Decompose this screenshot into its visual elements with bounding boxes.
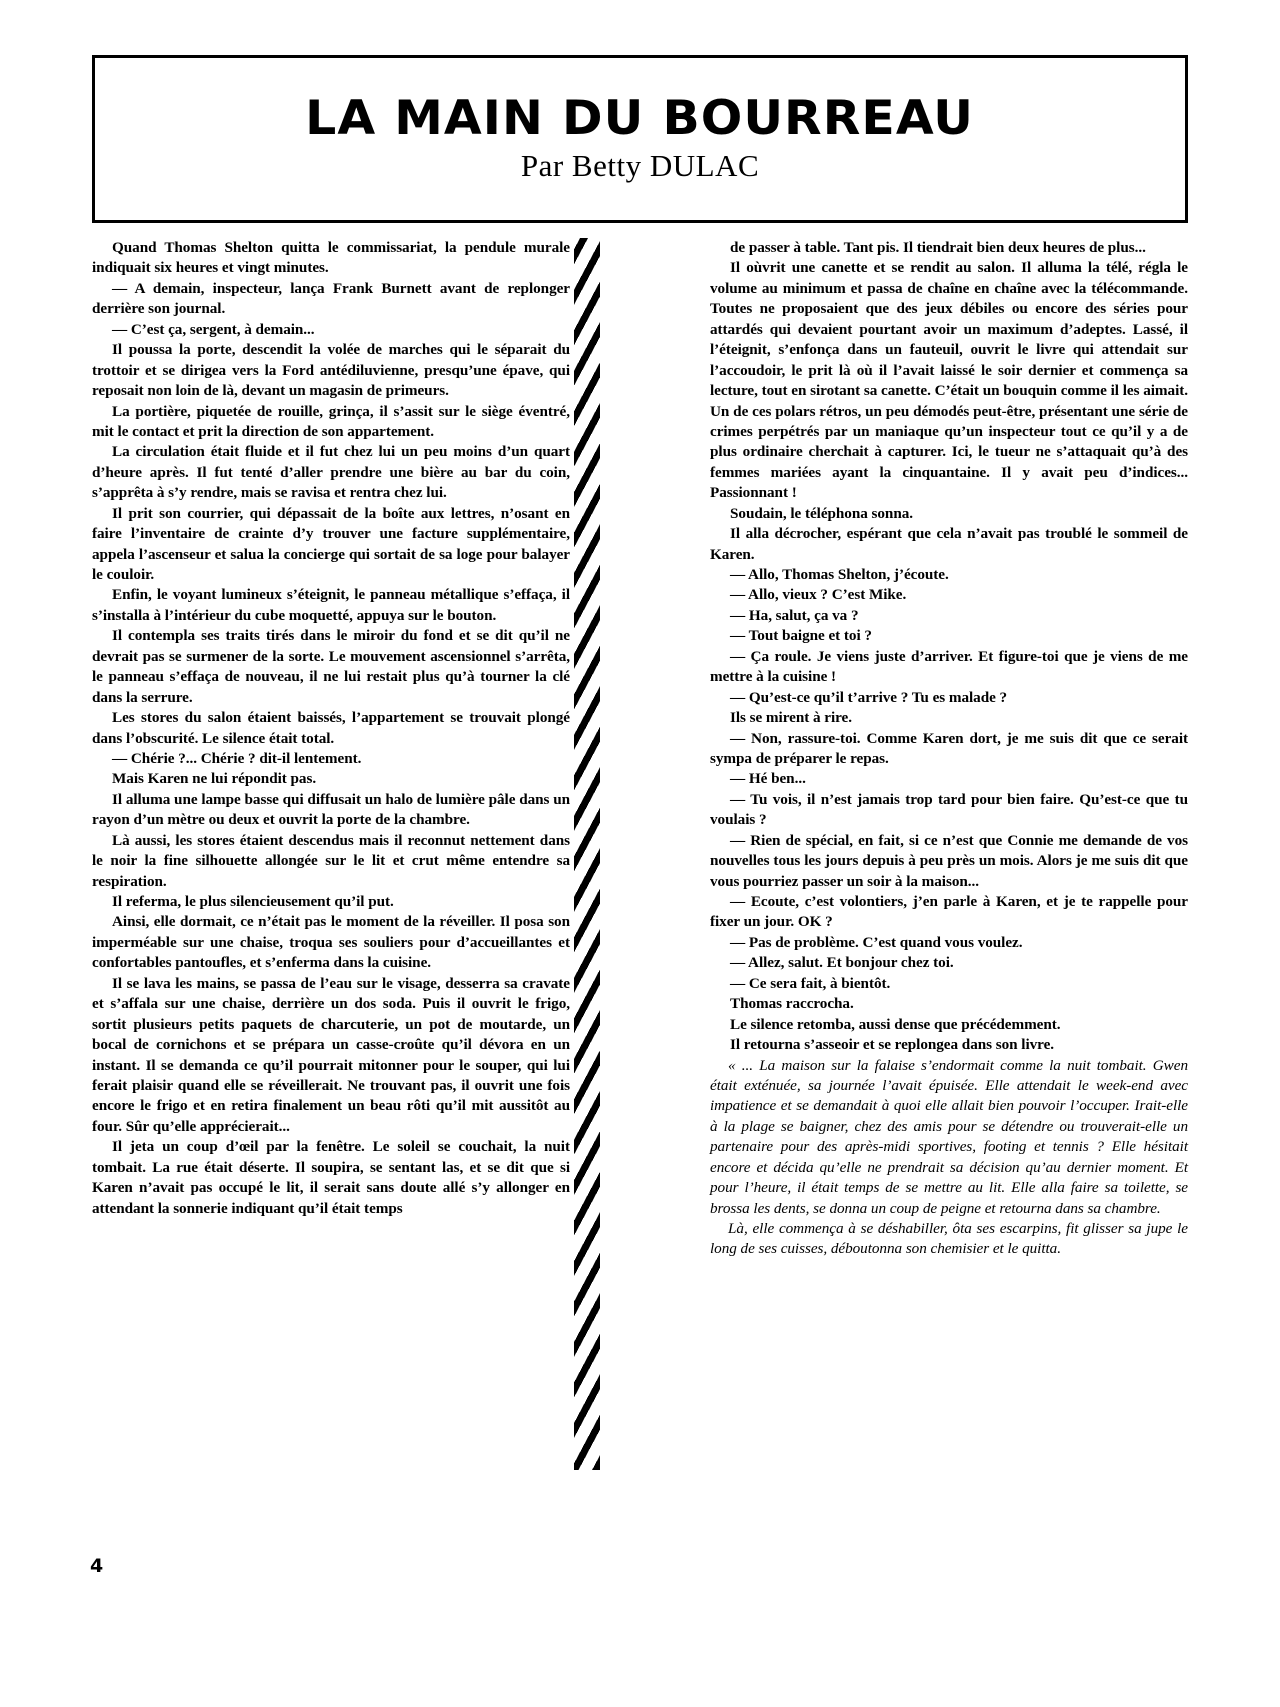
story-paragraph: Il oùvrit une canette et se rendit au salon. Il alluma la télé, régla le volume au minimum et passa de chaîne en chaîne avec la télécommande. Toutes ne proposaient que des jeux débiles ou encore des séries pour attardés qui devaient pourtant avoir un maximum d’adeptes. Lassé, il l’éteignit, s’enfonça dans un fauteuil, ouvrit le livre qui attendait sur l’accoudoir, le prit là où il l’avait laissé le soir dernier et commença sa lecture, tout en sirotant sa canette. C’était un bouquin comme il les aimait. Un de ces polars rétros, un peu démodés peut-être, présentant une série de crimes perpétrés par un maniaque qu’un inspecteur tout ce qu’il y a de plus ordinaire cherchait à capturer. Ici, le tueur ne s’attaquait qu’à des femmes mariées ayant la cinquantaine. Il y avait peu d’indices... Passionnant !: [710, 259, 1188, 502]
story-paragraph: Il retourna s’asseoir et se replongea dans son livre.: [730, 1036, 1055, 1054]
story-paragraph: — Ça roule. Je viens juste d’arriver. Et figure-toi que je viens de me mettre à la cuisine !: [710, 647, 1188, 686]
story-paragraph: — Ce sera fait, à bientôt.: [730, 974, 891, 992]
story-paragraph: Il alluma une lampe basse qui diffusait un halo de lumière pâle dans un rayon d’un mètre ou deux et ouvrit la porte de la chambre.: [92, 790, 570, 829]
story-paragraph: — Rien de spécial, en fait, si ce n’est que Connie me demande de vos nouvelles tous les jours depuis à peu près un mois. Alors je me suis dit que vous pourriez passer un soir à la maison...: [710, 831, 1188, 890]
story-paragraph: Il poussa la porte, descendit la volée de marches qui le séparait du trottoir et se dirigea vers la Ford antédiluvienne, presqu’une épave, qui reposait non loin de là, devant un magasin de primeurs.: [92, 341, 570, 400]
story-paragraph: — Non, rassure-toi. Comme Karen dort, je me suis dit que ce serait sympa de préparer le repas.: [710, 729, 1188, 767]
story-paragraph: Là, elle commença à se déshabiller, ôta ses escarpins, fit glisser sa jupe le long de ses cuisses, déboutonna son chemisier et le quitta.: [710, 1220, 1188, 1258]
story-paragraph: Il jeta un coup d’œil par la fenêtre. Le soleil se couchait, la nuit tombait. La rue était déserte. Il soupira, se sentant las, et se dit que si Karen n’avait pas occupé le lit, il serait sans doute allé s’y allonger en attendant la sonnerie indiquant qu’il était temps: [92, 1138, 570, 1217]
text-column-right: [710, 238, 1188, 1260]
story-paragraph: Là aussi, les stores étaient descendus mais il reconnut nettement dans le noir la fine silhouette allongée sur le lit et crut même entendre sa respiration.: [92, 831, 570, 890]
page-title: LA MAIN DU BOURREAU: [305, 91, 975, 147]
story-paragraph: — Ha, salut, ça va ?: [730, 606, 859, 624]
story-paragraph: Il referma, le plus silencieusement qu’il put.: [112, 893, 394, 910]
story-paragraph: — A demain, inspecteur, lança Frank Burnett avant de replonger derrière son journal.: [92, 279, 570, 318]
story-paragraph: — Hé ben...: [730, 770, 806, 788]
story-paragraph: Thomas raccrocha.: [730, 995, 854, 1013]
column-divider-hatch: [574, 238, 600, 1470]
story-paragraph: — Chérie ?... Chérie ? dit-il lentement.: [112, 749, 362, 767]
story-paragraph: — Tu vois, il n’est jamais trop tard pour bien faire. Qu’est-ce que tu voulais ?: [710, 790, 1188, 829]
story-paragraph: — Qu’est-ce qu’il t’arrive ? Tu es malade ?: [730, 688, 1008, 706]
story-paragraph: Mais Karen ne lui répondit pas.: [112, 770, 317, 788]
text-column-left: [92, 238, 570, 1219]
story-paragraph: Ainsi, elle dormait, ce n’était pas le moment de la réveiller. Il posa son imperméable sur une chaise, troqua ses souliers pour d’accueillantes et confortables pantoufles, et s’enferma dans la cuisine.: [92, 913, 570, 972]
story-paragraph: « ... La maison sur la falaise s’endormait comme la nuit tombait. Gwen était exténuée, sa journée l’avait épuisée. Elle attendait le week-end avec impatience et se demandait à quoi elle allait bien pouvoir l’occuper. Irait-elle à la plage se baigner, chez des amis pour se détendre ou trouverait-elle un partenaire pour des après-midi sportives, footing et tennis ? Elle hésitait encore et décida qu’elle ne prendrait sa décision qu’au dernier moment. Et pour l’heure, il était temps de se mettre au lit. Elle alla faire sa toilette, se brossa les dents, se donna un coup de peigne et retourna dans sa chambre.: [710, 1056, 1188, 1217]
story-paragraph: Soudain, le téléphona sonna.: [730, 504, 914, 522]
story-paragraph: La portière, piquetée de rouille, grinça, il s’assit sur le siège éventré, mit le contact et prit la direction de son appartement.: [92, 402, 570, 440]
story-paragraph: Il contempla ses traits tirés dans le miroir du fond et se dit qu’il ne devrait pas se surmener de la sorte. Le mouvement ascensionnel s’arrêta, le panneau s’effaça de nouveau, il ne lui restait plus qu’à tourner la clé dans la serrure.: [92, 627, 570, 706]
story-paragraph: Il alla décrocher, espérant que cela n’avait pas troublé le sommeil de Karen.: [710, 525, 1188, 563]
story-paragraph: — C’est ça, sergent, à demain...: [112, 320, 315, 338]
story-paragraph: — Ecoute, c’est volontiers, j’en parle à Karen, et je te rappelle pour fixer un jour. OK ?: [710, 893, 1188, 931]
story-paragraph: Enfin, le voyant lumineux s’éteignit, le panneau métallique s’effaça, il s’installa à l’intérieur du cube moquetté, appuya sur le bouton.: [92, 586, 570, 624]
story-paragraph: — Tout baigne et toi ?: [730, 627, 872, 645]
story-paragraph: Il se lava les mains, se passa de l’eau sur le visage, desserra sa cravate et s’affala sur une chaise, derrière un dos soda. Puis il ouvrit le frigo, sortit plusieurs petits paquets de charcuterie, un pot de moutarde, un bocal de cornichons et se prépara un casse-croûte qu’il dévora en un instant. Il se demanda ce qu’il pourrait mitonner pour le souper, qui lui ferait plaisir quand elle se réveillerait. Ne trouvant pas, il ouvrit une fois encore le frigo et en retira finalement un beau rôti qu’il mit aussitôt au four. Sûr qu’elle apprécierait...: [92, 974, 570, 1135]
story-paragraph: Le silence retomba, aussi dense que précédemment.: [730, 1015, 1061, 1033]
story-paragraph: — Allo, vieux ? C’est Mike.: [730, 586, 907, 604]
author-byline: Par Betty DULAC: [520, 147, 760, 183]
page-number: 4: [90, 1555, 104, 1577]
story-paragraph: de passer à table. Tant pis. Il tiendrait bien deux heures de plus...: [730, 239, 1146, 256]
title-block: [92, 55, 1188, 223]
story-paragraph: Les stores du salon étaient baissés, l’appartement se trouvait plongé dans l’obscurité. Le silence était total.: [92, 709, 570, 747]
story-paragraph: Il prit son courrier, qui dépassait de la boîte aux lettres, n’osant en faire l’inventaire de crainte d’y trouver une facture supplémentaire, appela l’ascenseur et salua la concierge qui sortait de sa loge pour balayer le couloir.: [92, 504, 570, 583]
story-paragraph: — Allez, salut. Et bonjour chez toi.: [730, 954, 954, 972]
story-paragraph: Ils se mirent à rire.: [730, 709, 852, 727]
story-paragraph: — Allo, Thomas Shelton, j’écoute.: [730, 566, 949, 583]
story-paragraph: La circulation était fluide et il fut chez lui un peu moins d’un quart d’heure après. Il fut tenté d’aller prendre une bière au bar du coin, s’apprêta à s’y rendre, mais se ravisa et rentra chez lui.: [92, 443, 570, 502]
story-paragraph: Quand Thomas Shelton quitta le commissariat, la pendule murale indiquait six heures et vingt minutes.: [92, 239, 570, 277]
story-paragraph: — Pas de problème. C’est quand vous voulez.: [730, 933, 1023, 951]
